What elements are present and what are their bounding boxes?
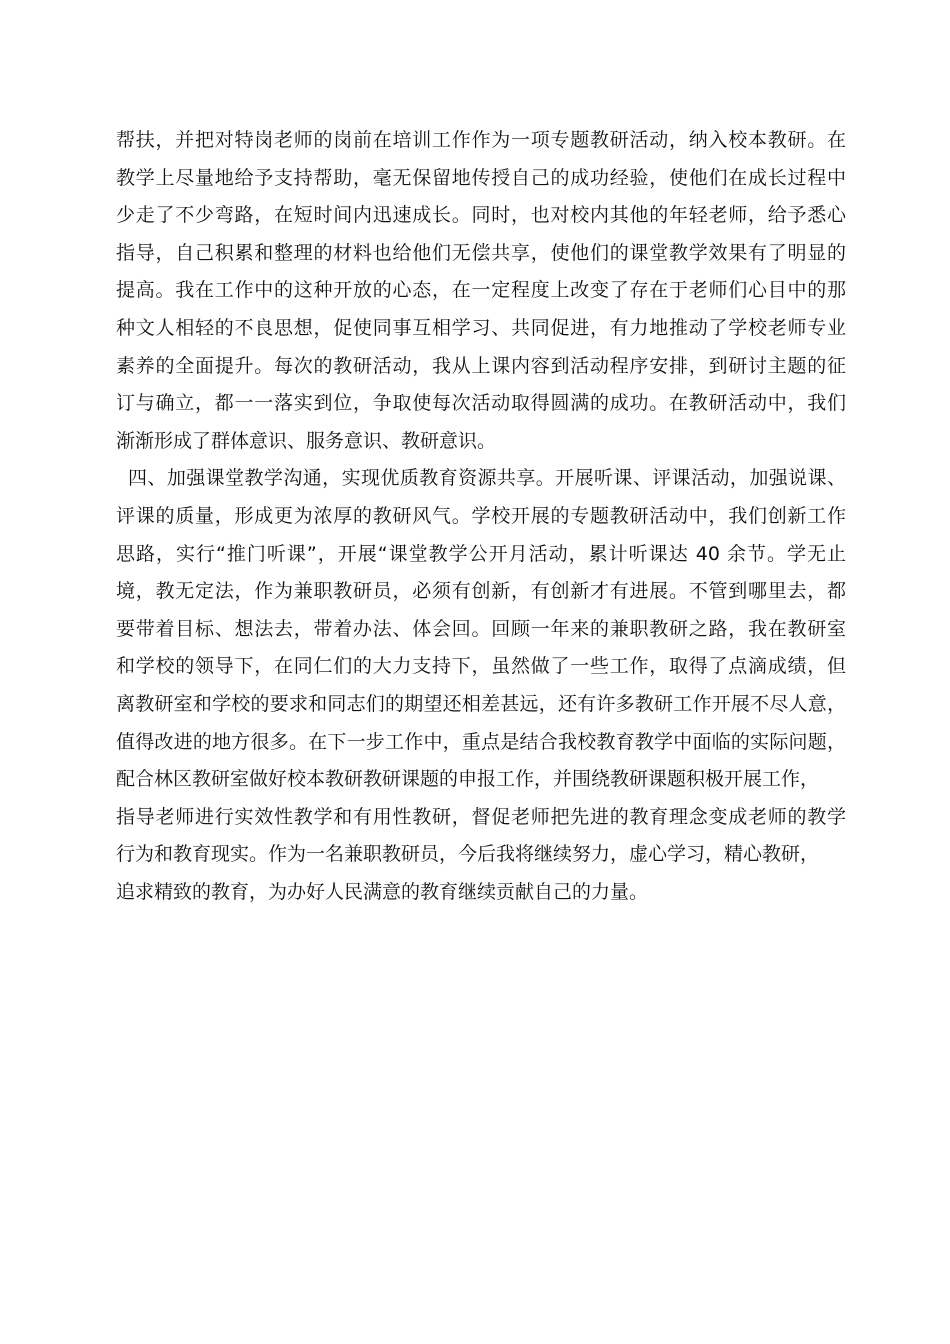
paragraph-line: 指导老师进行实效性教学和有用性教研，督促老师把先进的教育理念变成老师的教学 (116, 805, 846, 828)
paragraph-line: 追求精致的教育，为办好人民满意的教育继续贡献自己的力量。 (116, 880, 649, 903)
paragraph-line: 境，教无定法，作为兼职教研员，必须有创新，有创新才有进展。不管到哪里去，都 (116, 580, 846, 603)
paragraph-line: 离教研室和学校的要求和同志们的期望还相差甚远，还有许多教研工作开展不尽人意， (116, 692, 846, 715)
paragraph-line: 要带着目标、想法去，带着办法、体会回。回顾一年来的兼职教研之路，我在教研室 (116, 617, 846, 640)
paragraph-line: 提高。我在工作中的这种开放的心态，在一定程度上改变了存在于老师们心目中的那 (116, 279, 846, 302)
paragraph-line: 配合林区教研室做好校本教研教研课题的申报工作，并围绕教研课题积极开展工作， (116, 768, 820, 791)
paragraph-2 (116, 460, 846, 911)
paragraph-line: 教学上尽量地给予支持帮助，毫无保留地传授自己的成功经验，使他们在成长过程中 (116, 166, 846, 189)
paragraph-line: 少走了不少弯路，在短时间内迅速成长。同时，也对校内其他的年轻老师，给予悉心 (116, 204, 846, 227)
paragraph-line: 和学校的领导下，在同仁们的大力支持下，虽然做了一些工作，取得了点滴成绩，但 (116, 655, 846, 678)
paragraph-line: 思路，实行“推门听课”，开展“课堂教学公开月活动，累计听课达 40 余节。学无止 (116, 542, 846, 565)
document-body (116, 122, 846, 911)
paragraph-line: 指导，自己积累和整理的材料也给他们无偿共享，使他们的课堂教学效果有了明显的 (116, 241, 846, 264)
paragraph-1 (116, 122, 846, 460)
paragraph-line: 订与确立，都一一落实到位，争取使每次活动取得圆满的成功。在教研活动中，我们 (116, 392, 846, 415)
paragraph-line: 种文人相轻的不良思想，促使同事互相学习、共同促进，有力地推动了学校老师专业 (116, 316, 846, 339)
paragraph-line: 值得改进的地方很多。在下一步工作中，重点是结合我校教育教学中面临的实际问题， (116, 730, 846, 753)
paragraph-line: 渐渐形成了群体意识、服务意识、教研意识。 (116, 429, 497, 452)
paragraph-line: 四、加强课堂教学沟通，实现优质教育资源共享。开展听课、评课活动，加强说课、 (128, 467, 846, 490)
paragraph-line: 评课的质量，形成更为浓厚的教研风气。学校开展的专题教研活动中，我们创新工作 (116, 504, 846, 527)
paragraph-line: 素养的全面提升。每次的教研活动，我从上课内容到活动程序安排，到研讨主题的征 (116, 354, 846, 377)
paragraph-line: 帮扶，并把对特岗老师的岗前在培训工作作为一项专题教研活动，纳入校本教研。在 (116, 129, 846, 151)
paragraph-line: 行为和教育现实。作为一名兼职教研员，今后我将继续努力，虚心学习，精心教研， (116, 843, 820, 866)
